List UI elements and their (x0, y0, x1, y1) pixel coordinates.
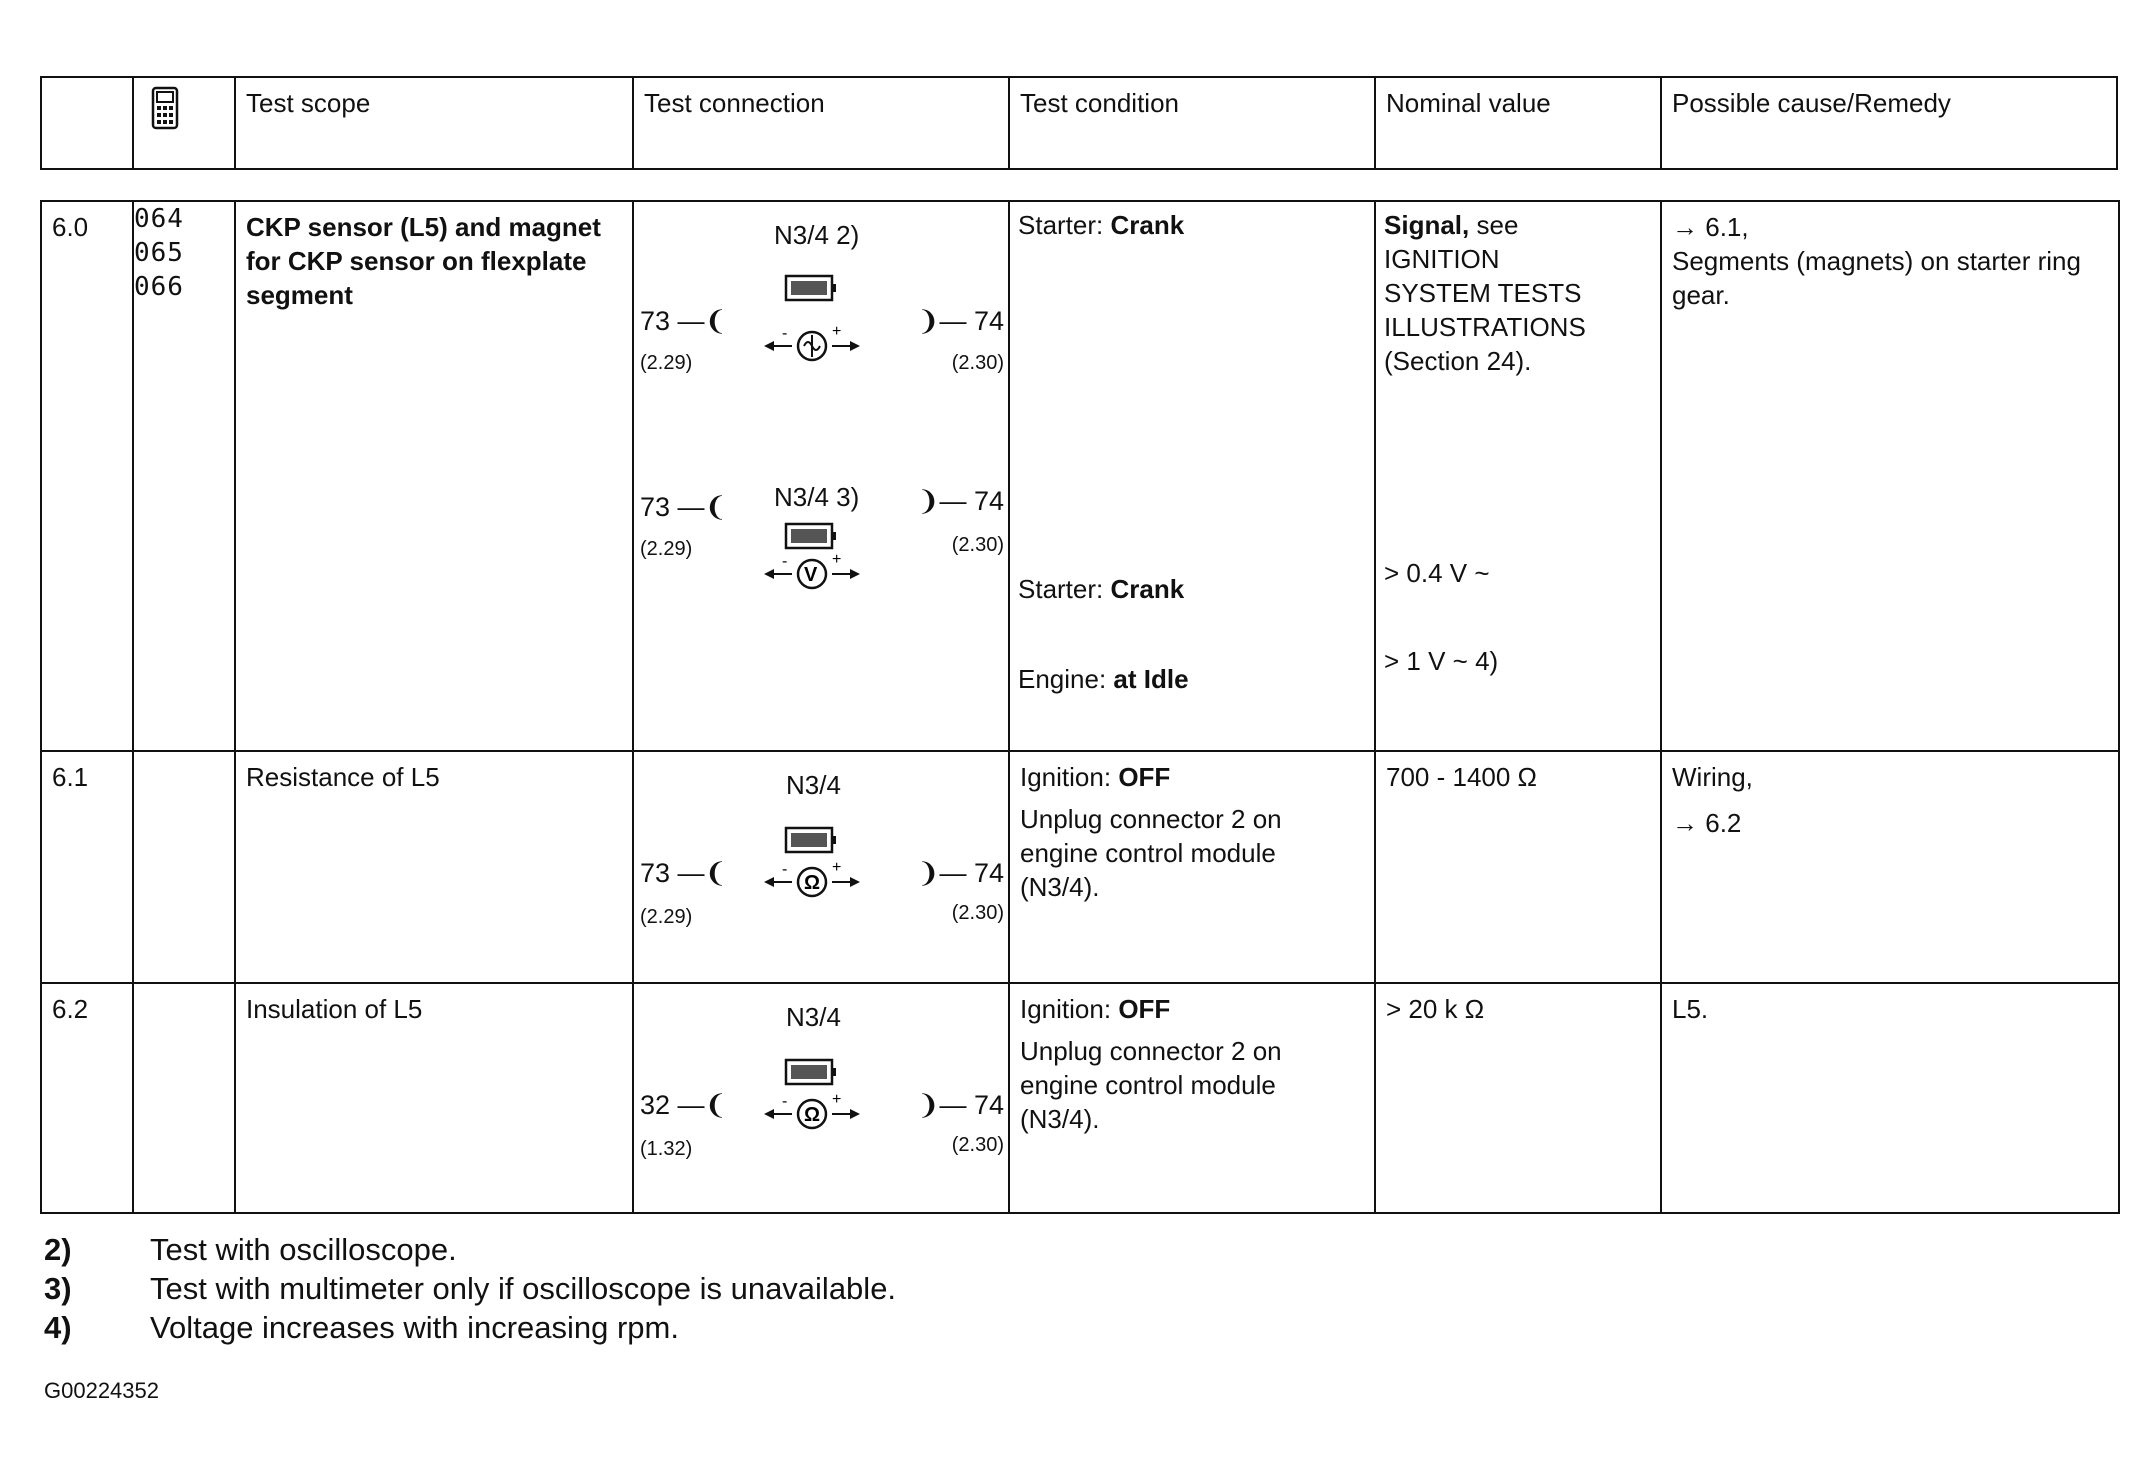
svg-text:-: - (782, 553, 788, 570)
svg-text:-: - (782, 1093, 788, 1110)
possible-cause (1661, 201, 2119, 751)
test-condition (1009, 201, 1375, 751)
step-number: 6.0 (41, 201, 133, 751)
header-test-condition: Test condition (1009, 77, 1375, 169)
remedy-ref: → 6.2 (1672, 808, 1742, 838)
header-nominal-value: Nominal value (1375, 77, 1661, 169)
connection-diagram: N3/4 3) 73 —❨ ❩— 74 (2.29) (2.30) V - + (634, 480, 1004, 630)
svg-text:-: - (782, 861, 788, 878)
ref-right: (2.30) (951, 902, 1004, 924)
condition-line: Starter: Crank (1018, 210, 1185, 240)
table-row (41, 201, 2119, 751)
pin-left: 32 (640, 1090, 671, 1120)
footnote: 2) Test with oscilloscope. (44, 1232, 457, 1267)
condition-line: Ignition: OFF (1020, 994, 1171, 1024)
ref-left: (2.29) (640, 538, 693, 560)
footnote: 4) Voltage increases with increasing rpm. (44, 1310, 679, 1345)
header-step-cell (41, 77, 133, 169)
pin-right: 74 (973, 858, 1004, 888)
possible-cause (1661, 751, 2119, 983)
test-table (40, 200, 2120, 1214)
condition-line: Starter: Crank (1018, 574, 1185, 604)
step-number: 6.1 (41, 751, 133, 983)
header-test-connection: Test connection (633, 77, 1009, 169)
table-row (41, 751, 2119, 983)
test-scope: CKP sensor (L5) and magnet for CKP sensor on flexplate segment (235, 201, 633, 751)
oscilloscope-icon (762, 322, 862, 366)
fault-code: 066 (134, 272, 184, 302)
ecm-connector-icon (784, 1058, 838, 1090)
nominal-value: > 20 k Ω (1375, 983, 1661, 1213)
ref-right: (2.30) (951, 1134, 1004, 1156)
pin-left: 73 (640, 492, 671, 522)
pin-left: 73 (640, 306, 671, 336)
fault-codes (133, 983, 235, 1213)
connection-diagram: N3/4 2) 73 —❨ ❩— 74 (2.29) (2.30) - + (634, 208, 1004, 358)
fault-codes (133, 751, 235, 983)
module-label: N3/4 (786, 1002, 841, 1032)
module-label: N3/4 3) (774, 482, 860, 512)
test-connection (633, 983, 1009, 1213)
condition-line: Ignition: OFF (1020, 762, 1171, 792)
nominal-value: 700 - 1400 Ω (1375, 751, 1661, 983)
condition-text: Unplug connector 2 on engine control module (N3/4). (1020, 804, 1282, 902)
meter-symbol: V (804, 564, 818, 586)
pin-right: 74 (973, 486, 1004, 516)
nominal-signal: Signal, see IGNITION SYSTEM TESTS ILLUSTRATIONS (Section 24). (1384, 210, 1586, 376)
ohmmeter-icon (762, 858, 862, 902)
footnotes (44, 1230, 896, 1347)
ref-left: (2.29) (640, 352, 693, 374)
ref-left: (1.32) (640, 1138, 693, 1160)
svg-text:+: + (832, 323, 842, 340)
remedy-ref: → 6.1, (1672, 212, 1749, 242)
ref-right: (2.30) (951, 352, 1004, 374)
nominal-crank: > 0.4 V ~ (1384, 558, 1490, 588)
ref-left: (2.29) (640, 906, 693, 928)
meter-symbol: Ω (804, 872, 821, 894)
table-row (41, 983, 2119, 1213)
test-scope: Insulation of L5 (235, 983, 633, 1213)
module-label: N3/4 2) (774, 220, 860, 250)
test-condition (1009, 751, 1375, 983)
step-number: 6.2 (41, 983, 133, 1213)
svg-text:+: + (832, 1091, 842, 1108)
remedy-text: Segments (magnets) on starter ring gear. (1672, 246, 2081, 310)
footnote: 3) Test with multimeter only if oscilloscope is unavailable. (44, 1271, 897, 1306)
image-code: G00224352 (44, 1378, 159, 1403)
module-label: N3/4 (786, 770, 841, 800)
ohmmeter-icon (762, 1090, 862, 1134)
connection-diagram: N3/4 73 —❨ ❩— 74 (2.29) (2.30) Ω - + (634, 758, 1004, 908)
meter-symbol: Ω (804, 1104, 821, 1126)
voltmeter-icon (762, 550, 862, 594)
header-test-scope: Test scope (235, 77, 633, 169)
test-condition (1009, 983, 1375, 1213)
svg-text:+: + (832, 551, 842, 568)
connection-diagram: N3/4 32 —❨ ❩— 74 (1.32) (2.30) Ω - + (634, 990, 1004, 1140)
svg-text:+: + (832, 859, 842, 876)
pin-right: 74 (973, 306, 1004, 336)
remedy-text: L5. (1672, 994, 1709, 1024)
test-connection (633, 751, 1009, 983)
header-icon-cell (133, 77, 235, 169)
nominal-idle: > 1 V ~ 4) (1384, 646, 1499, 676)
ref-right: (2.30) (951, 534, 1004, 556)
possible-cause (1661, 983, 2119, 1213)
test-connection (633, 201, 1009, 751)
condition-line: Engine: at Idle (1018, 664, 1189, 694)
remedy-text: Wiring, (1672, 762, 1753, 792)
tester-icon (150, 86, 180, 130)
fault-codes (133, 201, 235, 751)
fault-code: 065 (134, 238, 184, 268)
fault-code: 064 (134, 204, 184, 234)
test-scope: Resistance of L5 (235, 751, 633, 983)
ecm-connector-icon (784, 274, 838, 306)
header-possible-cause: Possible cause/Remedy (1661, 77, 2117, 169)
pin-left: 73 (640, 858, 671, 888)
pin-right: 74 (973, 1090, 1004, 1120)
header-table (40, 76, 2118, 170)
ecm-connector-icon (784, 826, 838, 858)
nominal-value (1375, 201, 1661, 751)
condition-text: Unplug connector 2 on engine control module (N3/4). (1020, 1036, 1282, 1134)
svg-text:-: - (782, 325, 788, 342)
